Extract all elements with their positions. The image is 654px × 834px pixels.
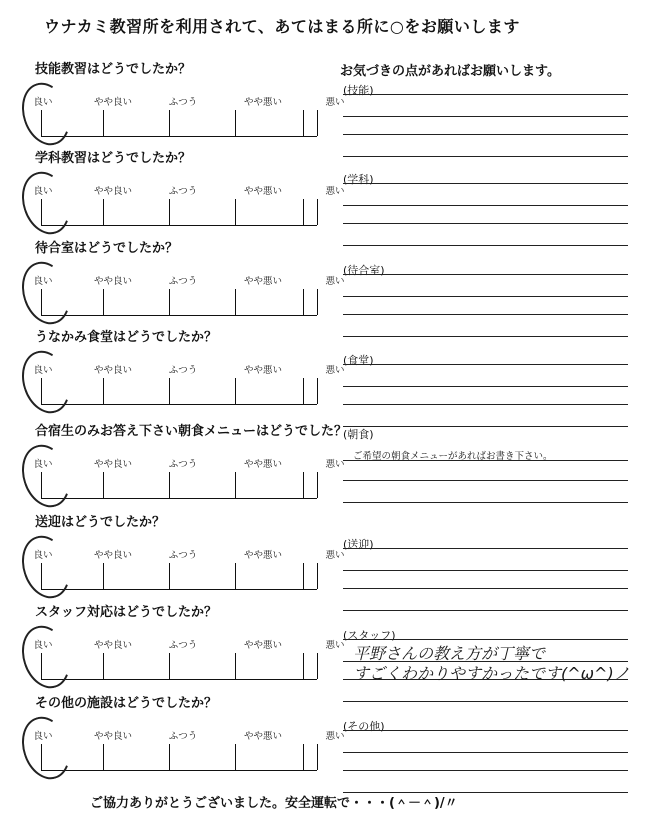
scale-tick [103,199,104,225]
comment-line [343,183,628,184]
scale-tick [103,378,104,404]
scale-tick [103,110,104,136]
question-text: スタッフ対応はどうでしたか？ [35,605,218,620]
scale-option[interactable]: 悪い [325,97,345,108]
rating-scale [33,637,345,679]
comment-line [343,364,628,365]
scale-option[interactable]: やや悪い [243,276,283,287]
scale-option[interactable]: やや良い [93,640,133,651]
scale-tick [303,289,304,315]
selected-circle-mark [14,710,78,785]
scale-option[interactable]: 良い [33,731,53,742]
rating-question [33,420,348,515]
scale-option[interactable]: やや良い [93,186,133,197]
scale-option[interactable]: 良い [33,550,53,561]
scale-option[interactable]: ふつう [168,97,198,108]
rating-scale [33,728,345,770]
question-text: 送迎はどうでしたか？ [35,515,166,530]
comment-line [343,752,628,753]
question-text: 学科教習はどうでしたか？ [35,151,192,166]
scale-option[interactable]: ふつう [168,459,198,470]
scale-tick [169,744,170,770]
comment-line [343,156,628,157]
scale-tick [317,653,318,679]
scale-option[interactable]: やや良い [93,731,133,742]
question-text: 待合室はどうでしたか？ [35,241,179,256]
scale-option[interactable]: やや良い [93,459,133,470]
comment-line [343,274,628,275]
rating-question [33,692,345,787]
scale-tick [303,563,304,589]
rating-scale [33,362,345,404]
scale-option[interactable]: ふつう [168,276,198,287]
scale-option[interactable]: ふつう [168,186,198,197]
scale-tick [169,472,170,498]
comment-line [343,730,628,731]
scale-tick [303,378,304,404]
comment-label: (送迎) [343,538,374,551]
comment-line [343,480,628,481]
comment-line [343,314,628,315]
scale-option[interactable]: やや良い [93,550,133,561]
rating-question [33,601,345,696]
selected-circle-mark [14,438,78,513]
comment-line [343,223,628,224]
question-text: 技能教習はどうでしたか？ [35,62,192,77]
scale-line [41,136,317,137]
scale-option[interactable]: 悪い [325,365,345,376]
scale-option[interactable]: 悪い [325,731,345,742]
scale-option[interactable]: 良い [33,365,53,376]
scale-option[interactable]: 良い [33,186,53,197]
scale-tick [317,289,318,315]
scale-option[interactable]: ふつう [168,640,198,651]
comment-line [343,296,628,297]
scale-line [41,315,317,316]
scale-tick [235,378,236,404]
scale-option[interactable]: やや悪い [243,365,283,376]
scale-option[interactable]: 良い [33,640,53,651]
scale-tick [235,289,236,315]
scale-tick [317,563,318,589]
comment-line [343,426,628,427]
selected-circle-mark [14,619,78,694]
comment-label: (スタッフ) [343,629,396,642]
scale-option[interactable]: やや良い [93,97,133,108]
handwritten-comment: 平野さんの教え方が丁寧で [353,644,546,663]
handwritten-comment: すごくわかりやすかったです(^ω^)ノ [353,664,630,683]
selected-circle-mark [14,529,78,604]
rating-question [33,147,345,242]
comment-line [343,336,628,337]
selected-circle-mark [14,344,78,419]
survey-title: ウナカミ教習所を利用されて、あてはまる所に○をお願いします [44,17,520,36]
scale-option[interactable]: 悪い [325,550,345,561]
scale-tick [103,744,104,770]
rating-question [33,511,345,606]
comment-label: (食堂) [343,354,374,367]
comment-line [343,134,628,135]
rating-scale [33,94,345,136]
scale-option[interactable]: 悪い [325,459,345,470]
rating-scale [33,547,345,589]
scale-tick [103,563,104,589]
scale-tick [235,472,236,498]
scale-tick [303,472,304,498]
comment-line [343,94,628,95]
comment-line [343,701,628,702]
scale-line [41,589,317,590]
scale-option[interactable]: やや良い [93,276,133,287]
rating-question [33,58,345,153]
comment-line [343,116,628,117]
scale-tick [169,289,170,315]
comment-line [343,770,628,771]
scale-option[interactable]: やや悪い [243,640,283,651]
scale-tick [317,199,318,225]
scale-tick [235,744,236,770]
scale-tick [169,199,170,225]
rating-question [33,326,345,421]
comment-label: (待合室) [343,264,385,277]
scale-tick [235,563,236,589]
scale-option[interactable]: ふつう [168,731,198,742]
scale-tick [317,744,318,770]
comment-label: (朝食) [343,428,374,441]
scale-option[interactable]: やや悪い [243,550,283,561]
scale-line [41,404,317,405]
scale-line [41,770,317,771]
scale-option[interactable]: やや悪い [243,97,283,108]
scale-tick [103,289,104,315]
scale-tick [235,110,236,136]
rating-scale [33,183,345,225]
comment-line [343,548,628,549]
question-text: その他の施設はどうでしたか？ [35,696,218,711]
scale-option[interactable]: やや悪い [243,731,283,742]
comment-line [343,245,628,246]
question-text: 合宿生のみお答え下さい朝食メニューはどうでした？ [35,424,348,439]
scale-tick [317,378,318,404]
comment-line [343,639,628,640]
scale-tick [103,472,104,498]
comment-hint: ご希望の朝食メニューがあればお書き下さい。 [353,451,553,462]
scale-tick [169,110,170,136]
scale-option[interactable]: 良い [33,276,53,287]
scale-option[interactable]: 悪い [325,186,345,197]
scale-option[interactable]: 悪い [325,276,345,287]
scale-tick [317,110,318,136]
rating-question [33,237,345,332]
comment-label: (技能) [343,84,374,97]
scale-option[interactable]: 悪い [325,640,345,651]
scale-option[interactable]: ふつう [168,550,198,561]
rating-scale [33,456,345,498]
scale-line [41,679,317,680]
scale-tick [235,653,236,679]
scale-line [41,225,317,226]
scale-option[interactable]: 良い [33,97,53,108]
comment-line [343,610,628,611]
scale-option[interactable]: やや悪い [243,459,283,470]
footer-message: ご協力ありがとうございました。安全運転で・・・(＾－＾)/〃 [90,796,458,811]
comment-label: (その他) [343,720,385,733]
comment-line [343,386,628,387]
scale-tick [169,378,170,404]
rating-scale [33,273,345,315]
scale-tick [303,744,304,770]
scale-tick [103,653,104,679]
selected-circle-mark [14,255,78,330]
scale-tick [303,653,304,679]
comment-line [343,588,628,589]
scale-option[interactable]: やや悪い [243,186,283,197]
comment-line [343,205,628,206]
comment-label: (学科) [343,173,374,186]
comment-line [343,570,628,571]
comment-line [343,502,628,503]
comment-header: お気づきの点があればお願いします。 [340,64,560,79]
selected-circle-mark [14,165,78,240]
scale-option[interactable]: 良い [33,459,53,470]
comment-line [343,404,628,405]
scale-tick [169,563,170,589]
scale-line [41,498,317,499]
scale-tick [303,110,304,136]
scale-tick [303,199,304,225]
scale-tick [169,653,170,679]
scale-tick [235,199,236,225]
selected-circle-mark [14,76,78,151]
scale-tick [317,472,318,498]
scale-option[interactable]: やや良い [93,365,133,376]
question-text: うなかみ食堂はどうでしたか？ [35,330,218,345]
scale-option[interactable]: ふつう [168,365,198,376]
comment-line [343,460,628,461]
